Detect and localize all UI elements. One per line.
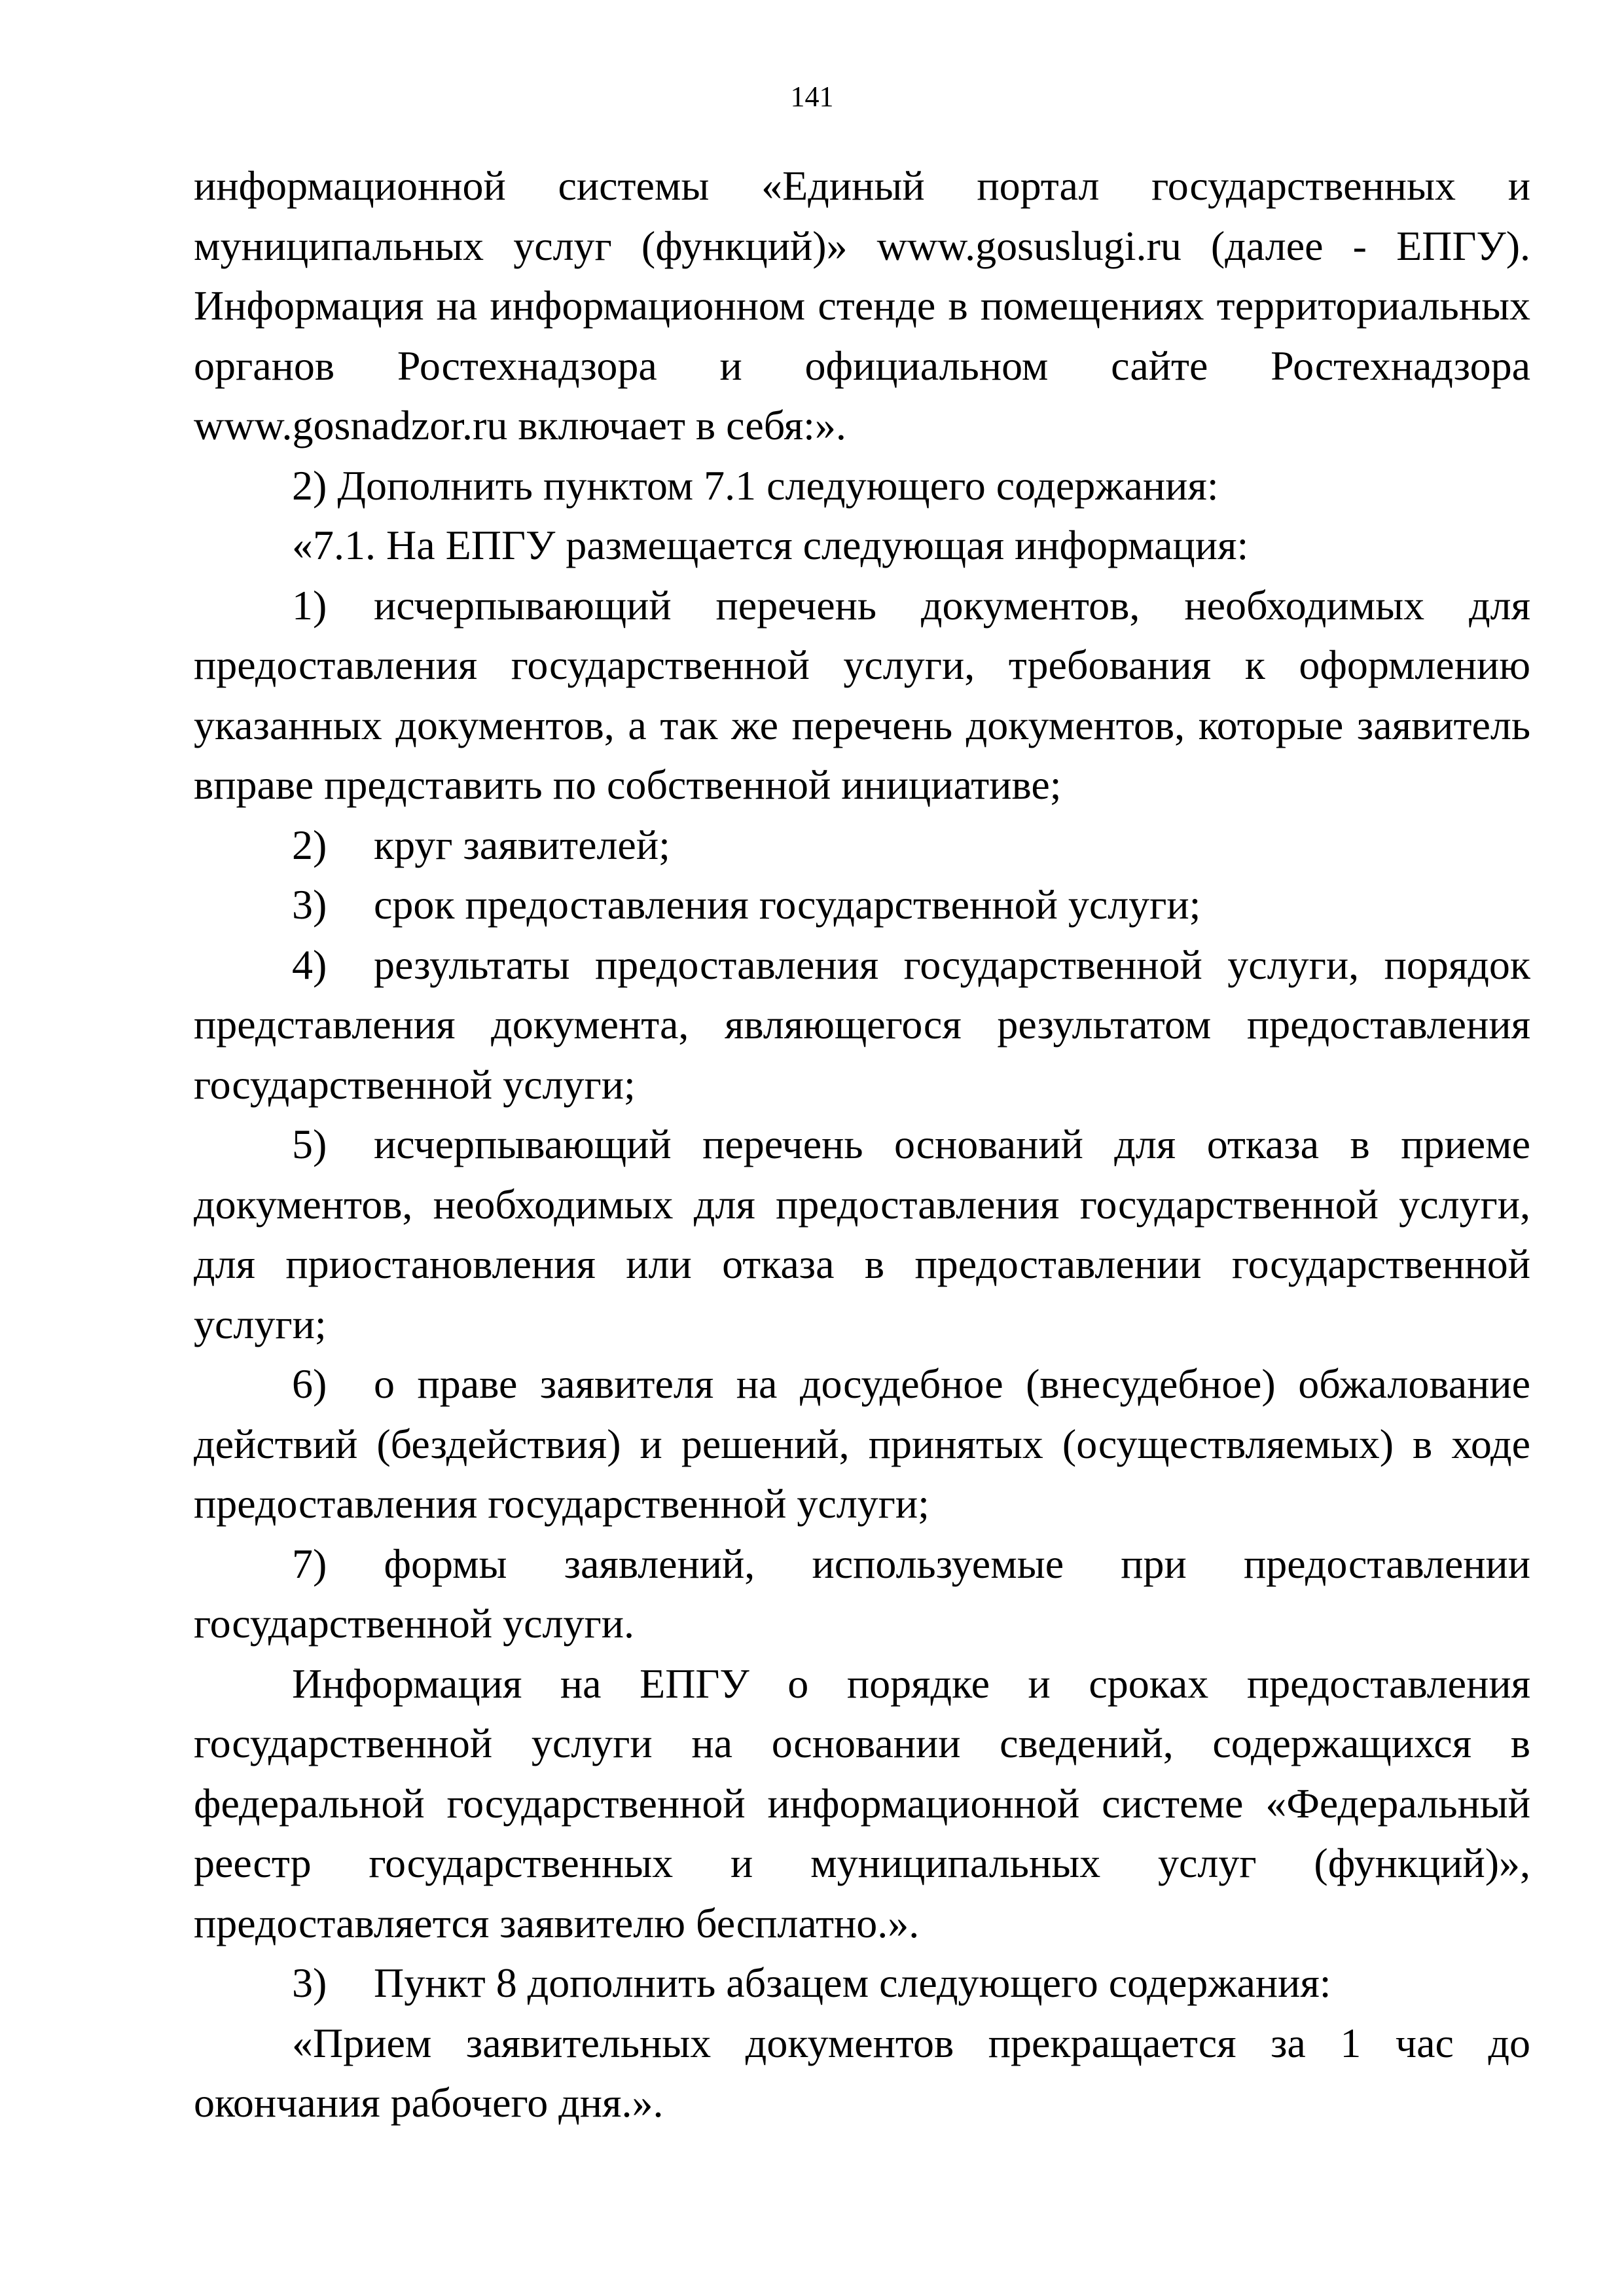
list-item bbox=[194, 1354, 1530, 1534]
amendment-text: Пункт 8 дополнить абзацем следующего содержания: bbox=[374, 1959, 1331, 2006]
page-number: 141 bbox=[790, 81, 834, 113]
list-item-text: результаты предоставления государственной услуги, порядок представления документа, являющегося результатом предоставления государственной услуги; bbox=[194, 941, 1530, 1108]
paragraph-continuation: информационной системы «Единый портал государственных и муниципальных услуг (функций)» www.gosuslugi.ru (далее - ЕПГУ). Информация на информационном стенде в помещениях территориальных органов Ростехнадзора и официальном сайте Ростехнадзора www.gosnadzor.ru включает в себя:». bbox=[194, 162, 1530, 448]
list-item bbox=[194, 1114, 1530, 1354]
list-item-number: 1) bbox=[292, 581, 327, 629]
list-item bbox=[194, 815, 1530, 875]
paragraph-reception-hours: «Прием заявительных документов прекращается за 1 час до окончания рабочего дня.». bbox=[194, 2019, 1530, 2126]
list-item bbox=[194, 875, 1530, 935]
paragraph-amendment-2: 2) Дополнить пунктом 7.1 следующего содержания: bbox=[292, 462, 1219, 509]
amendment-number: 3) bbox=[292, 1959, 327, 2006]
paragraph-amendment-3 bbox=[194, 1953, 1530, 2013]
list-item-7: 7) формы заявлений, используемые при предоставлении государственной услуги. bbox=[194, 1540, 1530, 1647]
list-item bbox=[194, 575, 1530, 815]
list-item bbox=[194, 935, 1530, 1115]
list-item-number: 6) bbox=[292, 1360, 327, 1407]
paragraph-epgu-info: Информация на ЕПГУ о порядке и сроках предоставления государственной услуги на основании сведений, содержащихся в федеральной государственной информационной системе «Федеральный реестр государственных и муниципальных услуг (функций)», предоставляется заявителю бесплатно.». bbox=[194, 1660, 1530, 1946]
paragraph-7-1-heading: «7.1. На ЕПГУ размещается следующая информация: bbox=[292, 522, 1249, 568]
list-item-text: круг заявителей; bbox=[374, 821, 670, 868]
list-item-number: 2) bbox=[292, 821, 327, 868]
list-item-number: 4) bbox=[292, 941, 327, 988]
list-item-number: 5) bbox=[292, 1121, 327, 1167]
list-item-text: о праве заявителя на досудебное (внесудебное) обжалование действий (бездействия) и решений, принятых (осуществляемых) в ходе предоставления государственной услуги; bbox=[194, 1360, 1530, 1527]
list-item-text: исчерпывающий перечень документов, необходимых для предоставления государственной услуги, требования к оформлению указанных документов, а так же перечень документов, которые заявитель вправе представить по собственной инициативе; bbox=[194, 581, 1530, 808]
list-item-number: 3) bbox=[292, 881, 327, 928]
list-item-text: исчерпывающий перечень оснований для отказа в приеме документов, необходимых для предоставления государственной услуги, для приостановления или отказа в предоставлении государственной услуги; bbox=[194, 1121, 1530, 1347]
document-body bbox=[194, 156, 1530, 2133]
list-item-text: срок предоставления государственной услуги; bbox=[374, 881, 1201, 928]
